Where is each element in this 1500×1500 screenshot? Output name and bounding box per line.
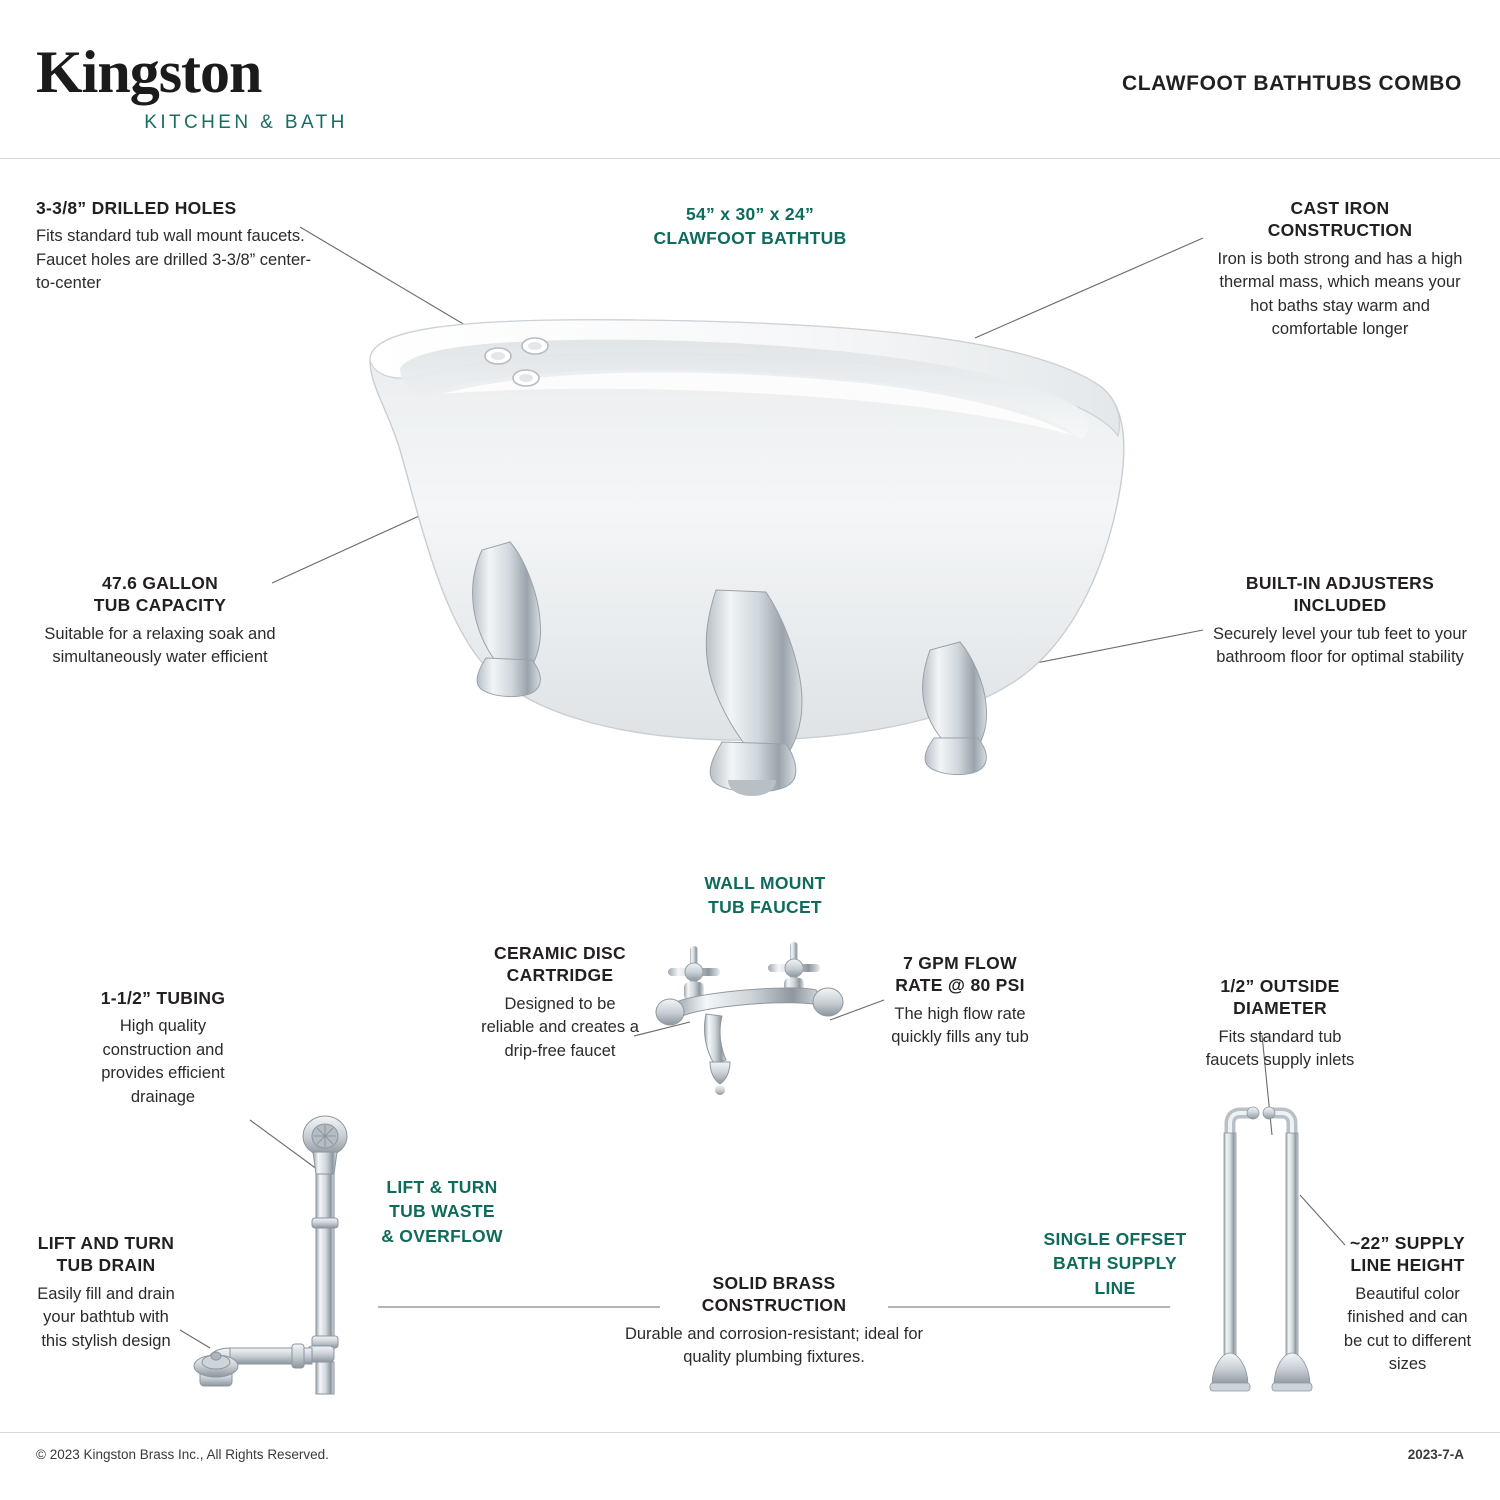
wall-mount-faucet-illustration — [640, 940, 890, 1120]
product-label-line1: WALL MOUNT — [704, 873, 826, 893]
callout-body: Easily fill and drain your bathtub with this stylish design — [37, 1284, 175, 1350]
page-header — [0, 0, 1500, 158]
callout-body: Fits standard tub wall mount faucets. Faucet holes are drilled 3-3/8” center-to-center — [36, 227, 312, 293]
callout-title-line1: ~22” SUPPLY — [1349, 1233, 1465, 1253]
callout-title-line2: TUB DRAIN — [56, 1255, 156, 1276]
callout-body: Designed to be reliable and creates a drip-free faucet — [481, 994, 639, 1060]
callout-cast-iron — [1215, 197, 1465, 341]
product-label-line2: CLAWFOOT BATHTUB — [653, 228, 847, 249]
callout-title-line2: CONSTRUCTION — [701, 1295, 847, 1316]
faucet-handle-left — [668, 946, 720, 1000]
callout-title-line2: RATE @ 80 PSI — [895, 975, 1025, 996]
callout-body: Suitable for a relaxing soak and simultaneously water efficient — [44, 624, 276, 667]
callout-tub-capacity — [24, 572, 296, 670]
callout-body: Beautiful color finished and can be cut to different sizes — [1343, 1284, 1472, 1374]
callout-title-line1: 47.6 GALLON — [101, 573, 219, 593]
callout-ceramic-disc — [480, 942, 640, 1063]
callout-title-line2: CONSTRUCTION — [1267, 220, 1413, 241]
callout-title-line1: 1/2” OUTSIDE — [1220, 976, 1340, 996]
clawfoot-bathtub-illustration — [330, 290, 1160, 800]
callout-title-line1: SOLID BRASS — [712, 1273, 836, 1293]
product-label-line3: & OVERFLOW — [381, 1225, 503, 1246]
callout-title-line2: CARTRIDGE — [506, 965, 614, 986]
callout-body: The high flow rate quickly fills any tub — [891, 1004, 1029, 1047]
callout-title-line1: CAST IRON — [1290, 198, 1390, 218]
product-label-line2: TUB FAUCET — [708, 897, 822, 918]
callout-title-line1: CERAMIC DISC — [494, 943, 626, 963]
page-title: CLAWFOOT BATHTUBS COMBO — [1121, 72, 1462, 95]
product-label-bathtub — [580, 203, 920, 250]
callout-body: Securely level your tub feet to your bathroom floor for optimal stability — [1212, 624, 1468, 667]
header-divider — [0, 158, 1500, 159]
callout-body: High quality construction and provides efficient drainage — [101, 1017, 225, 1106]
callout-title-line1: BUILT-IN ADJUSTERS — [1245, 573, 1435, 593]
product-label-supply-line — [1020, 1228, 1210, 1299]
supply-riser-right — [1263, 1107, 1312, 1391]
document-number: 2023-7-A — [1407, 1447, 1464, 1462]
callout-lift-and-turn-drain — [32, 1232, 180, 1353]
callout-flow-rate — [880, 952, 1040, 1050]
brand-logo — [36, 39, 456, 134]
callout-solid-brass — [624, 1272, 924, 1370]
product-label-line3: LINE — [1094, 1277, 1136, 1298]
callout-title-line2: LINE HEIGHT — [1350, 1255, 1465, 1276]
product-label-faucet — [600, 872, 930, 919]
brand-name: Kingston — [36, 39, 262, 105]
bath-supply-line-illustration — [1200, 1095, 1330, 1405]
brand-subtitle: KITCHEN & BATH — [144, 112, 348, 133]
tub-waste-overflow-illustration — [180, 1100, 400, 1400]
callout-supply-line-height — [1340, 1232, 1475, 1376]
callout-title-line1: LIFT AND TURN — [37, 1233, 175, 1253]
supply-riser-left — [1210, 1107, 1259, 1391]
callout-body: Durable and corrosion-resistant; ideal for quality plumbing fixtures. — [624, 1324, 924, 1367]
product-label-line2: TUB WASTE — [389, 1201, 495, 1222]
callout-built-in-adjusters — [1212, 572, 1468, 670]
product-label-line2: BATH SUPPLY — [1053, 1253, 1177, 1274]
callout-title-line1: 7 GPM FLOW — [903, 953, 1017, 973]
callout-body: Iron is both strong and has a high thermal mass, which means your hot baths stay warm and comfortable longer — [1217, 249, 1463, 339]
product-label-line1: LIFT & TURN — [386, 1177, 498, 1197]
callout-tubing — [88, 987, 238, 1109]
callout-title-line2: INCLUDED — [1293, 595, 1387, 616]
footer-divider — [0, 1432, 1500, 1433]
callout-title: 3-3/8” DRILLED HOLES — [36, 198, 237, 218]
callout-title: 1-1/2” TUBING — [100, 988, 226, 1008]
callout-title-line2: TUB CAPACITY — [93, 595, 227, 616]
product-label-line1: 54” x 30” x 24” — [685, 204, 815, 224]
callout-drilled-holes — [36, 197, 314, 296]
copyright-text: © 2023 Kingston Brass Inc., All Rights Reserved. — [36, 1447, 329, 1462]
callout-body: Fits standard tub faucets supply inlets — [1205, 1027, 1355, 1070]
callout-outside-diameter — [1190, 975, 1370, 1073]
callout-title-line2: DIAMETER — [1233, 998, 1327, 1019]
product-label-line1: SINGLE OFFSET — [1043, 1229, 1187, 1249]
